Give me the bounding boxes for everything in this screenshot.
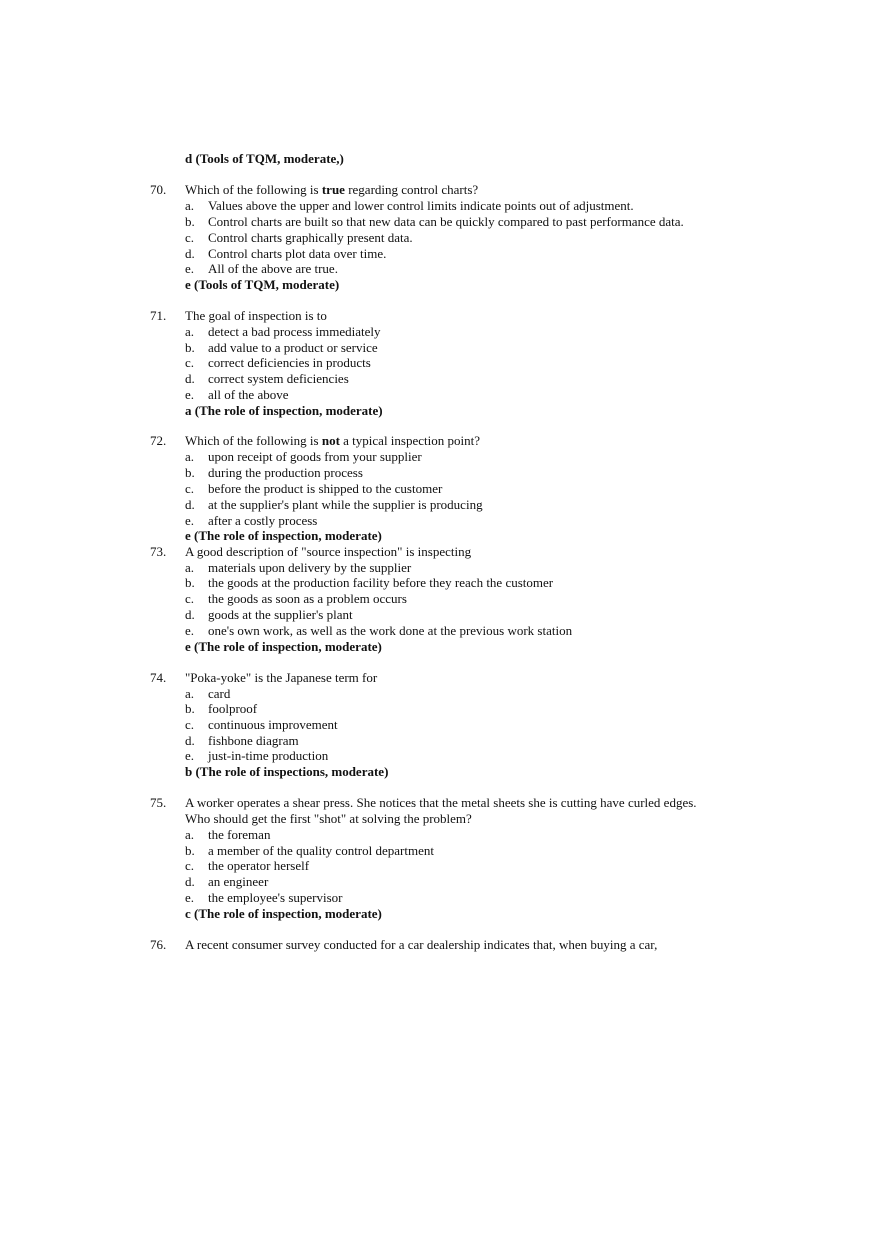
option-letter: a.	[185, 449, 195, 464]
option-letter: e.	[185, 261, 195, 276]
option-letter: a.	[185, 324, 195, 339]
option-text: Control charts are built so that new data can be quickly compared to past performance data.	[208, 214, 684, 229]
option-text: Values above the upper and lower control limits indicate points out of adjustment.	[208, 198, 634, 213]
option-letter: e.	[185, 623, 195, 638]
option-letter: a.	[185, 198, 195, 213]
option-letter: c.	[185, 481, 195, 496]
option-text: goods at the supplier's plant	[208, 607, 353, 622]
question-number: 71.	[150, 308, 167, 323]
question-stem: Which of the following is not a typical inspection point?	[185, 433, 480, 448]
option-letter: e.	[185, 890, 195, 905]
option-letter: b.	[185, 575, 195, 590]
option-letter: b.	[185, 465, 195, 480]
option-text: Control charts plot data over time.	[208, 246, 387, 261]
prev-answer: d (Tools of TQM, moderate,)	[185, 151, 344, 166]
option-text: detect a bad process immediately	[208, 324, 381, 339]
option-text: an engineer	[208, 874, 269, 889]
question-stem: "Poka-yoke" is the Japanese term for	[185, 670, 378, 685]
option-letter: d.	[185, 607, 195, 622]
question-stem: The goal of inspection is to	[185, 308, 327, 323]
option-text: correct system deficiencies	[208, 371, 349, 386]
option-text: at the supplier's plant while the supplier is producing	[208, 497, 483, 512]
option-text: card	[208, 686, 231, 701]
answer-key: e (Tools of TQM, moderate)	[185, 277, 340, 292]
option-letter: d.	[185, 371, 195, 386]
option-letter: e.	[185, 513, 195, 528]
option-text: materials upon delivery by the supplier	[208, 560, 412, 575]
option-text: the employee's supervisor	[208, 890, 343, 905]
option-text: correct deficiencies in products	[208, 355, 371, 370]
option-letter: c.	[185, 230, 195, 245]
question-stem: Which of the following is true regarding control charts?	[185, 182, 479, 197]
question-number: 70.	[150, 182, 167, 197]
question-number: 75.	[150, 795, 167, 810]
option-letter: d.	[185, 874, 195, 889]
option-text: during the production process	[208, 465, 363, 480]
answer-key: c (The role of inspection, moderate)	[185, 906, 382, 921]
option-text: fishbone diagram	[208, 733, 299, 748]
question-stem-line1: A worker operates a shear press. She notices that the metal sheets she is cutting have curled edges.	[185, 795, 697, 810]
option-letter: b.	[185, 843, 195, 858]
option-letter: d.	[185, 733, 195, 748]
option-text: after a costly process	[208, 513, 318, 528]
option-text: foolproof	[208, 701, 258, 716]
option-letter: d.	[185, 497, 195, 512]
option-text: just-in-time production	[208, 748, 329, 763]
question-number: 76.	[150, 937, 167, 952]
option-text: the goods as soon as a problem occurs	[208, 591, 407, 606]
option-letter: a.	[185, 686, 195, 701]
answer-key: e (The role of inspection, moderate)	[185, 639, 382, 654]
option-text: all of the above	[208, 387, 289, 402]
answer-key: a (The role of inspection, moderate)	[185, 403, 383, 418]
option-letter: c.	[185, 858, 195, 873]
question-number: 73.	[150, 544, 167, 559]
answer-key: e (The role of inspection, moderate)	[185, 528, 382, 543]
option-letter: a.	[185, 827, 195, 842]
answer-key: b (The role of inspections, moderate)	[185, 764, 389, 779]
option-letter: b.	[185, 701, 195, 716]
option-letter: c.	[185, 717, 195, 732]
option-letter: c.	[185, 355, 195, 370]
option-text: Control charts graphically present data.	[208, 230, 413, 245]
option-text: All of the above are true.	[208, 261, 338, 276]
option-letter: c.	[185, 591, 195, 606]
option-letter: a.	[185, 560, 195, 575]
question-stem: A good description of "source inspection" is inspecting	[185, 544, 472, 559]
option-letter: b.	[185, 214, 195, 229]
question-stem-line2: Who should get the first "shot" at solving the problem?	[185, 811, 472, 826]
option-letter: e.	[185, 387, 195, 402]
option-text: one's own work, as well as the work done at the previous work station	[208, 623, 573, 638]
option-text: the goods at the production facility before they reach the customer	[208, 575, 554, 590]
option-text: continuous improvement	[208, 717, 338, 732]
option-text: the foreman	[208, 827, 271, 842]
question-stem: A recent consumer survey conducted for a car dealership indicates that, when buying a car,	[185, 937, 658, 952]
option-letter: e.	[185, 748, 195, 763]
option-text: before the product is shipped to the customer	[208, 481, 443, 496]
option-text: add value to a product or service	[208, 340, 378, 355]
option-text: a member of the quality control department	[208, 843, 434, 858]
question-number: 74.	[150, 670, 167, 685]
option-text: upon receipt of goods from your supplier	[208, 449, 422, 464]
question-number: 72.	[150, 433, 167, 448]
option-letter: d.	[185, 246, 195, 261]
option-text: the operator herself	[208, 858, 310, 873]
option-letter: b.	[185, 340, 195, 355]
